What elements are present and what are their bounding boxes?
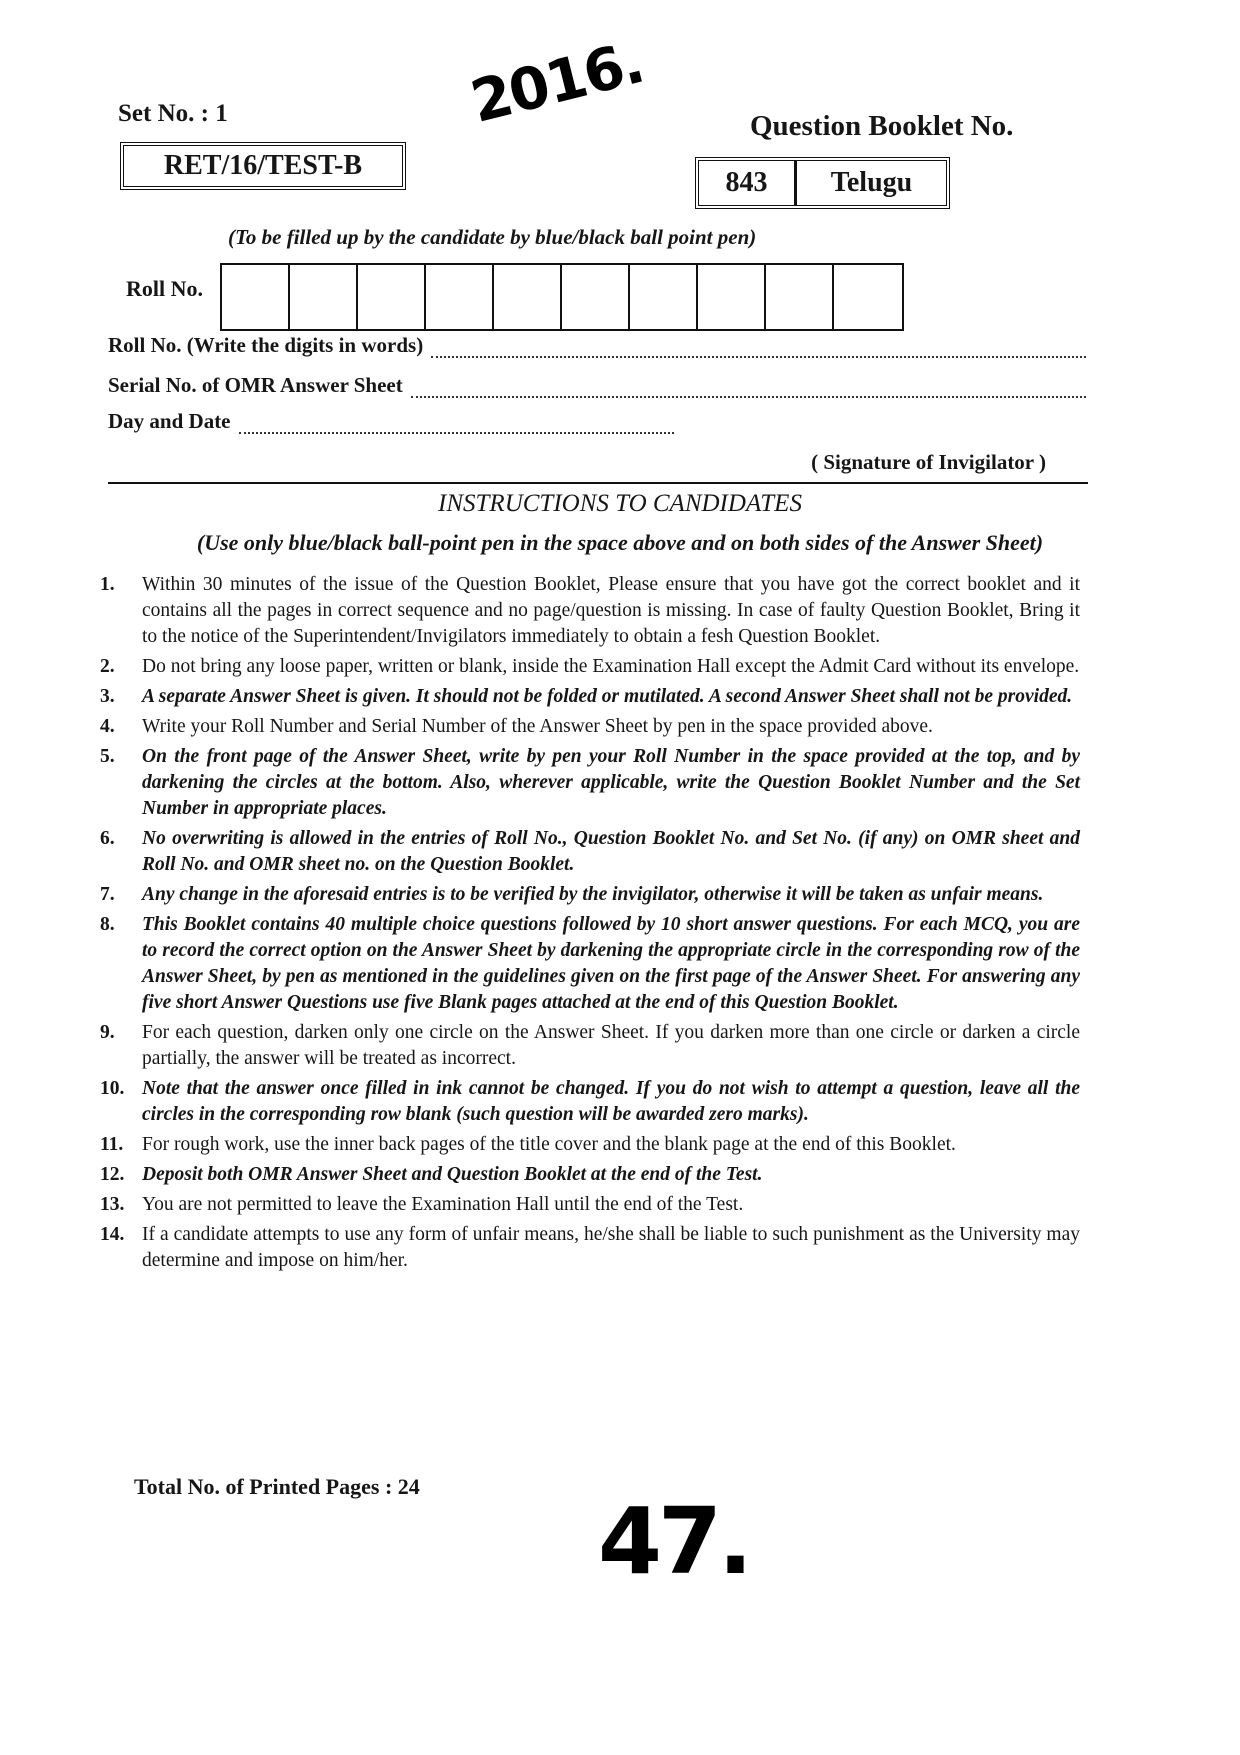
instruction-number: 4. (100, 716, 115, 737)
instruction-number: 1. (100, 574, 115, 595)
instruction-number: 13. (100, 1194, 125, 1215)
day-date-dotted-line[interactable] (239, 414, 674, 434)
instruction-number: 8. (100, 914, 115, 935)
instruction-item (100, 572, 1080, 650)
omr-serial-dotted-line[interactable] (411, 378, 1086, 398)
booklet-number-box (695, 157, 950, 209)
signature-label: ( Signature of Invigilator ) (811, 450, 1046, 474)
booklet-title: Question Booklet No. (750, 110, 1014, 142)
instruction-item (100, 1162, 1080, 1188)
instruction-item (100, 1020, 1080, 1072)
instruction-number: 3. (100, 686, 115, 707)
instructions-title: INSTRUCTIONS TO CANDIDATES (438, 490, 802, 517)
roll-words-field[interactable] (108, 333, 1086, 358)
roll-digit-box[interactable] (494, 265, 562, 329)
fill-note: (To be filled up by the candidate by blue/black ball point pen) (228, 225, 757, 249)
instruction-number: 10. (100, 1078, 125, 1099)
instruction-number: 9. (100, 1022, 115, 1043)
instruction-number: 14. (100, 1224, 125, 1245)
day-date-label: Day and Date (108, 409, 231, 433)
instruction-text: For rough work, use the inner back pages of the title cover and the blank page at the end of this Booklet. (142, 1134, 956, 1155)
instruction-text: This Booklet contains 40 multiple choice questions followed by 10 short answer questions. For each MCQ, you are to record the correct option on the Answer Sheet by darkening the appropriate circle in the corresponding row of the Answer Sheet, by pen as mentioned in the guidelines given on the first page of the Answer Sheet. For answering any five short Answer Questions use five Blank pages attached at the end of this Question Booklet. (142, 914, 1080, 1013)
day-date-field[interactable] (108, 409, 674, 434)
roll-digit-box[interactable] (834, 265, 902, 329)
roll-digit-box[interactable] (562, 265, 630, 329)
roll-digit-box[interactable] (698, 265, 766, 329)
instruction-number: 7. (100, 884, 115, 905)
instruction-number: 5. (100, 746, 115, 767)
instruction-item (100, 1222, 1080, 1274)
instruction-text: Any change in the aforesaid entries is to be verified by the invigilator, otherwise it will be taken as unfair means. (142, 884, 1044, 905)
roll-words-dotted-line[interactable] (431, 338, 1086, 358)
instruction-item (100, 654, 1080, 680)
instruction-text: Deposit both OMR Answer Sheet and Question Booklet at the end of the Test. (142, 1164, 763, 1185)
instruction-text: Write your Roll Number and Serial Number of the Answer Sheet by pen in the space provided above. (142, 716, 933, 737)
instruction-number: 11. (100, 1134, 124, 1155)
roll-digit-box[interactable] (426, 265, 494, 329)
instruction-list (100, 572, 1080, 1278)
instruction-item (100, 912, 1080, 1016)
omr-serial-field[interactable] (108, 373, 1086, 398)
roll-digit-box[interactable] (358, 265, 426, 329)
instruction-text: If a candidate attempts to use any form of unfair means, he/she shall be liable to such punishment as the University may determine and impose on him/her. (142, 1224, 1080, 1271)
test-code-box (120, 142, 406, 190)
instruction-item (100, 1076, 1080, 1128)
instruction-text: For each question, darken only one circle on the Answer Sheet. If you darken more than one circle or darken a circle partially, the answer will be treated as incorrect. (142, 1022, 1080, 1069)
instruction-item (100, 1192, 1080, 1218)
roll-words-label: Roll No. (Write the digits in words) (108, 333, 424, 357)
handwritten-year: 2016. (464, 28, 650, 136)
instruction-item (100, 1132, 1080, 1158)
instructions-subtitle: (Use only blue/black ball-point pen in the space above and on both sides of the Answer Sheet) (196, 530, 1044, 555)
instruction-text: A separate Answer Sheet is given. It should not be folded or mutilated. A second Answer Sheet shall not be provided. (142, 686, 1073, 707)
instruction-item (100, 882, 1080, 908)
instruction-text: Note that the answer once filled in ink cannot be changed. If you do not wish to attempt a question, leave all the circles in the corresponding row blank (such question will be awarded zero marks). (142, 1078, 1080, 1125)
roll-digit-box[interactable] (630, 265, 698, 329)
instruction-text: Within 30 minutes of the issue of the Question Booklet, Please ensure that you have got the correct booklet and it contains all the pages in correct sequence and no page/question is missing. In case of faulty Question Booklet, Bring it to the notice of the Superintendent/Invigilators immediately to obtain a fesh Question Booklet. (142, 574, 1080, 647)
roll-digit-box[interactable] (766, 265, 834, 329)
instruction-text: No overwriting is allowed in the entries of Roll No., Question Booklet No. and Set No. (if any) on OMR sheet and Roll No. and OMR sheet no. on the Question Booklet. (142, 828, 1080, 875)
instruction-item (100, 826, 1080, 878)
instruction-text: Do not bring any loose paper, written or blank, inside the Examination Hall except the Admit Card without its envelope. (142, 656, 1080, 677)
roll-digit-box[interactable] (290, 265, 358, 329)
instruction-item (100, 684, 1080, 710)
instruction-number: 12. (100, 1164, 125, 1185)
set-number: Set No. : 1 (118, 100, 228, 127)
instruction-number: 2. (100, 656, 115, 677)
roll-digit-box[interactable] (222, 265, 290, 329)
instruction-item (100, 714, 1080, 740)
handwritten-number: 47. (598, 1488, 749, 1595)
roll-number-boxes[interactable] (220, 263, 904, 331)
roll-label: Roll No. (126, 276, 203, 301)
test-code: RET/16/TEST-B (163, 150, 363, 181)
divider (108, 482, 1088, 484)
instruction-item (100, 744, 1080, 822)
instruction-text: On the front page of the Answer Sheet, write by pen your Roll Number in the space provided at the top, and by darkening the circles at the bottom. Also, wherever applicable, write the Question Booklet Number and the Set Number in appropriate places. (142, 746, 1080, 819)
booklet-number: 843 (699, 161, 797, 205)
total-pages: Total No. of Printed Pages : 24 (134, 1474, 420, 1499)
instruction-number: 6. (100, 828, 115, 849)
omr-serial-label: Serial No. of OMR Answer Sheet (108, 373, 403, 397)
booklet-language: Telugu (830, 167, 913, 198)
instruction-text: You are not permitted to leave the Examination Hall until the end of the Test. (142, 1194, 744, 1215)
